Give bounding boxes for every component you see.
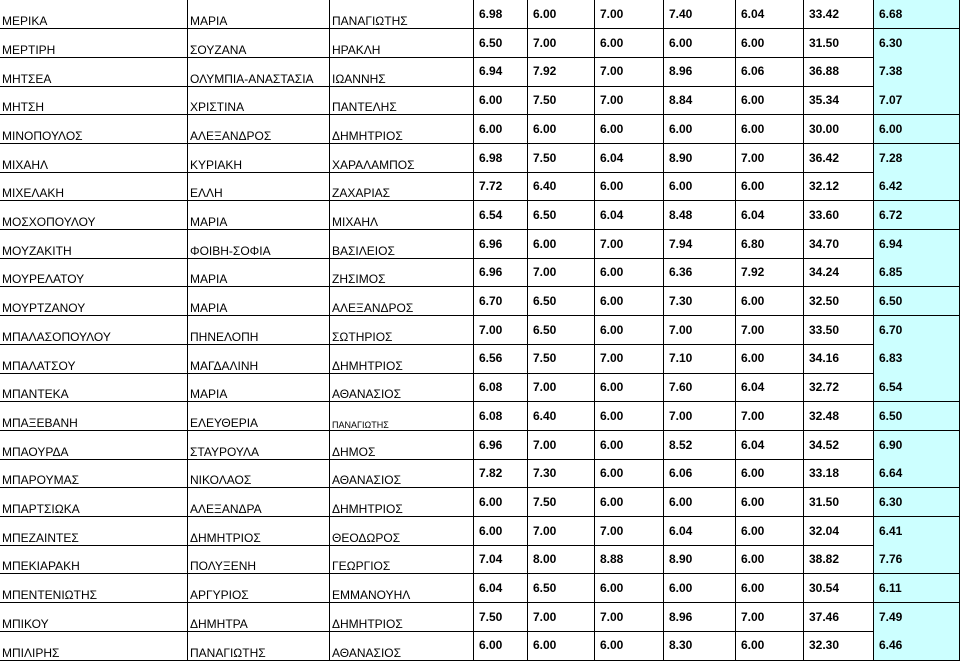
grade-3-cell: 7.00: [595, 603, 664, 632]
first-name-cell: ΠΗΝΕΛΟΠΗ: [188, 316, 330, 345]
grade-4-cell: 8.52: [664, 431, 736, 460]
grade-5-cell: 6.00: [736, 459, 804, 488]
first-name-cell: ΝΙΚΟΛΑΟΣ: [188, 459, 330, 488]
father-name-cell: ΔΗΜΗΤΡΙΟΣ: [330, 344, 474, 373]
first-name-cell: ΧΡΙΣΤΙΝΑ: [188, 86, 330, 115]
grade-5-cell: 7.92: [736, 258, 804, 287]
grade-2-cell: 7.50: [528, 144, 595, 173]
grade-4-cell: 6.00: [664, 115, 736, 144]
grade-4-cell: 7.40: [664, 0, 736, 29]
first-name-cell: ΦΟΙΒΗ-ΣΟΦΙΑ: [188, 230, 330, 259]
average-cell: 6.00: [874, 115, 960, 144]
grade-4-cell: 7.00: [664, 316, 736, 345]
father-name-cell: ΑΘΑΝΑΣΙΟΣ: [330, 459, 474, 488]
grade-3-cell: 6.00: [595, 373, 664, 402]
grade-1-cell: 6.70: [474, 287, 528, 316]
grade-1-cell: 6.08: [474, 373, 528, 402]
father-name-cell: ΑΘΑΝΑΣΙΟΣ: [330, 631, 474, 660]
grade-5-cell: 6.04: [736, 0, 804, 29]
surname-cell: ΜΠΙΚΟΥ: [0, 603, 188, 632]
grade-2-cell: 7.00: [528, 517, 595, 546]
grade-4-cell: 8.90: [664, 545, 736, 574]
grade-5-cell: 6.00: [736, 287, 804, 316]
father-name-cell: ΙΩΑΝΝΗΣ: [330, 57, 474, 86]
surname-cell: ΜΠΕΚΙΑΡΑΚΗ: [0, 545, 188, 574]
grade-1-cell: 7.00: [474, 316, 528, 345]
grade-4-cell: 7.10: [664, 344, 736, 373]
surname-cell: ΜΠΑΡΟΥΜΑΣ: [0, 459, 188, 488]
grade-5-cell: 6.00: [736, 488, 804, 517]
grade-3-cell: 6.00: [595, 574, 664, 603]
grade-2-cell: 7.00: [528, 431, 595, 460]
surname-cell: ΜΠΑΞΕΒΑΝΗ: [0, 402, 188, 431]
grade-1-cell: 6.00: [474, 86, 528, 115]
grade-4-cell: 8.96: [664, 603, 736, 632]
first-name-cell: ΔΗΜΗΤΡΙΟΣ: [188, 517, 330, 546]
father-name-cell: ΧΑΡΑΛΑΜΠΟΣ: [330, 144, 474, 173]
grade-3-cell: 7.00: [595, 0, 664, 29]
grade-2-cell: 6.40: [528, 402, 595, 431]
total-cell: 33.50: [804, 316, 874, 345]
first-name-cell: ΠΟΛΥΞΕΝΗ: [188, 545, 330, 574]
surname-cell: ΜΟΥΖΑΚΙΤΗ: [0, 230, 188, 259]
average-cell: 7.28: [874, 144, 960, 173]
grade-2-cell: 7.50: [528, 488, 595, 517]
average-cell: 6.42: [874, 172, 960, 201]
first-name-cell: ΑΡΓΥΡΙΟΣ: [188, 574, 330, 603]
surname-cell: ΜΕΡΙΚΑ: [0, 0, 188, 29]
surname-cell: ΜΠΑΛΑΤΣΟΥ: [0, 344, 188, 373]
total-cell: 38.82: [804, 545, 874, 574]
total-cell: 32.30: [804, 631, 874, 660]
grade-3-cell: 6.04: [595, 144, 664, 173]
grade-1-cell: 6.54: [474, 201, 528, 230]
first-name-cell: ΣΤΑΥΡΟΥΛΑ: [188, 431, 330, 460]
grade-2-cell: 6.40: [528, 172, 595, 201]
grade-2-cell: 7.00: [528, 603, 595, 632]
average-cell: 7.49: [874, 603, 960, 632]
total-cell: 33.42: [804, 0, 874, 29]
grade-2-cell: 7.00: [528, 29, 595, 58]
grade-3-cell: 7.00: [595, 230, 664, 259]
total-cell: 34.24: [804, 258, 874, 287]
grade-3-cell: 7.00: [595, 344, 664, 373]
average-cell: 6.50: [874, 287, 960, 316]
grade-3-cell: 6.00: [595, 172, 664, 201]
average-cell: 6.11: [874, 574, 960, 603]
total-cell: 30.54: [804, 574, 874, 603]
grade-3-cell: 6.00: [595, 402, 664, 431]
average-cell: 7.07: [874, 86, 960, 115]
total-cell: 32.12: [804, 172, 874, 201]
grade-1-cell: 6.00: [474, 115, 528, 144]
surname-cell: ΜΗΤΣΗ: [0, 86, 188, 115]
grade-1-cell: 6.00: [474, 488, 528, 517]
father-name-cell: ΖΗΣΙΜΟΣ: [330, 258, 474, 287]
grade-4-cell: 6.00: [664, 574, 736, 603]
grade-5-cell: 6.04: [736, 201, 804, 230]
grade-1-cell: 6.94: [474, 57, 528, 86]
grade-5-cell: 6.00: [736, 344, 804, 373]
surname-cell: ΜΟΥΡΤΖΑΝΟΥ: [0, 287, 188, 316]
average-cell: 7.76: [874, 545, 960, 574]
grade-3-cell: 6.00: [595, 29, 664, 58]
grade-1-cell: 6.56: [474, 344, 528, 373]
grade-5-cell: 7.00: [736, 402, 804, 431]
grade-1-cell: 7.50: [474, 603, 528, 632]
grade-3-cell: 8.88: [595, 545, 664, 574]
total-cell: 31.50: [804, 488, 874, 517]
first-name-cell: ΠΑΝΑΓΙΩΤΗΣ: [188, 631, 330, 660]
grade-5-cell: 6.00: [736, 631, 804, 660]
grade-1-cell: 7.82: [474, 459, 528, 488]
surname-cell: ΜΟΣΧΟΠΟΥΛΟΥ: [0, 201, 188, 230]
grade-2-cell: 6.00: [528, 631, 595, 660]
surname-cell: ΜΙΧΑΗΛ: [0, 144, 188, 173]
grade-3-cell: 7.00: [595, 57, 664, 86]
father-name-cell: ΔΗΜΗΤΡΙΟΣ: [330, 488, 474, 517]
grade-1-cell: 6.50: [474, 29, 528, 58]
grade-4-cell: 8.96: [664, 57, 736, 86]
grade-1-cell: 6.04: [474, 574, 528, 603]
average-cell: 6.41: [874, 517, 960, 546]
total-cell: 36.88: [804, 57, 874, 86]
surname-cell: ΜΠΕΖΑΙΝΤΕΣ: [0, 517, 188, 546]
grade-2-cell: 6.50: [528, 316, 595, 345]
grade-1-cell: 6.98: [474, 0, 528, 29]
grade-5-cell: 6.00: [736, 29, 804, 58]
average-cell: 6.64: [874, 459, 960, 488]
average-cell: 6.90: [874, 431, 960, 460]
grade-5-cell: 6.00: [736, 172, 804, 201]
grade-1-cell: 7.72: [474, 172, 528, 201]
grade-4-cell: 6.00: [664, 172, 736, 201]
average-cell: 6.85: [874, 258, 960, 287]
surname-cell: ΜΠΑΝΤΕΚΑ: [0, 373, 188, 402]
surname-cell: ΜΙΧΕΛΑΚΗ: [0, 172, 188, 201]
first-name-cell: ΑΛΕΞΑΝΔΡΟΣ: [188, 115, 330, 144]
first-name-cell: ΕΛΛΗ: [188, 172, 330, 201]
first-name-cell: ΕΛΕΥΘΕΡΙΑ: [188, 402, 330, 431]
grade-4-cell: 8.48: [664, 201, 736, 230]
grade-2-cell: 6.00: [528, 0, 595, 29]
grade-1-cell: 6.00: [474, 517, 528, 546]
grade-2-cell: 6.50: [528, 574, 595, 603]
grade-4-cell: 7.00: [664, 402, 736, 431]
grade-5-cell: 7.00: [736, 603, 804, 632]
grade-1-cell: 6.96: [474, 230, 528, 259]
grade-5-cell: 6.04: [736, 373, 804, 402]
father-name-cell: ΒΑΣΙΛΕΙΟΣ: [330, 230, 474, 259]
first-name-cell: ΜΑΡΙΑ: [188, 0, 330, 29]
grade-2-cell: 7.92: [528, 57, 595, 86]
father-name-cell: ΠΑΝΑΓΙΩΤΗΣ: [330, 0, 474, 29]
grade-2-cell: 6.00: [528, 115, 595, 144]
average-cell: 6.54: [874, 373, 960, 402]
total-cell: 31.50: [804, 29, 874, 58]
grade-4-cell: 6.06: [664, 459, 736, 488]
grade-5-cell: 6.00: [736, 115, 804, 144]
grade-5-cell: 6.06: [736, 57, 804, 86]
surname-cell: ΜΠΕΝΤΕΝΙΩΤΗΣ: [0, 574, 188, 603]
surname-cell: ΜΠΙΛΙΡΗΣ: [0, 631, 188, 660]
total-cell: 32.48: [804, 402, 874, 431]
grade-3-cell: 6.00: [595, 258, 664, 287]
grade-2-cell: 7.50: [528, 344, 595, 373]
average-cell: 7.38: [874, 57, 960, 86]
grade-5-cell: 6.00: [736, 545, 804, 574]
grade-1-cell: 6.96: [474, 258, 528, 287]
grade-2-cell: 6.50: [528, 201, 595, 230]
surname-cell: ΜΠΑΟΥΡΔΑ: [0, 431, 188, 460]
grade-2-cell: 7.50: [528, 86, 595, 115]
grade-1-cell: 6.96: [474, 431, 528, 460]
first-name-cell: ΜΑΡΙΑ: [188, 258, 330, 287]
total-cell: 37.46: [804, 603, 874, 632]
father-name-cell: ΗΡΑΚΛΗ: [330, 29, 474, 58]
average-cell: 6.83: [874, 344, 960, 373]
grade-4-cell: 6.04: [664, 517, 736, 546]
grade-3-cell: 7.00: [595, 517, 664, 546]
average-cell: 6.50: [874, 402, 960, 431]
average-cell: 6.94: [874, 230, 960, 259]
first-name-cell: ΜΑΡΙΑ: [188, 201, 330, 230]
average-cell: 6.68: [874, 0, 960, 29]
total-cell: 33.60: [804, 201, 874, 230]
father-name-cell: ΠΑΝΑΓΙΩΤΗΣ: [330, 402, 474, 431]
grade-4-cell: 7.30: [664, 287, 736, 316]
father-name-cell: ΕΜΜΑΝΟΥΗΛ: [330, 574, 474, 603]
average-cell: 6.30: [874, 488, 960, 517]
grade-2-cell: 7.00: [528, 258, 595, 287]
father-name-cell: ΔΗΜΟΣ: [330, 431, 474, 460]
average-cell: 6.70: [874, 316, 960, 345]
surname-cell: ΜΕΡΤΙΡΗ: [0, 29, 188, 58]
father-name-cell: ΣΩΤΗΡΙΟΣ: [330, 316, 474, 345]
first-name-cell: ΜΑΡΙΑ: [188, 287, 330, 316]
total-cell: 36.42: [804, 144, 874, 173]
grade-1-cell: 6.98: [474, 144, 528, 173]
grade-2-cell: 8.00: [528, 545, 595, 574]
total-cell: 30.00: [804, 115, 874, 144]
grade-5-cell: 6.00: [736, 517, 804, 546]
grade-2-cell: 6.50: [528, 287, 595, 316]
average-cell: 6.30: [874, 29, 960, 58]
first-name-cell: ΟΛΥΜΠΙΑ-ΑΝΑΣΤΑΣΙΑ: [188, 57, 330, 86]
surname-cell: ΜΙΝΟΠΟΥΛΟΣ: [0, 115, 188, 144]
total-cell: 35.34: [804, 86, 874, 115]
total-cell: 34.52: [804, 431, 874, 460]
grade-5-cell: 6.00: [736, 574, 804, 603]
grade-4-cell: 6.00: [664, 29, 736, 58]
grade-4-cell: 8.90: [664, 144, 736, 173]
surname-cell: ΜΟΥΡΕΛΑΤΟΥ: [0, 258, 188, 287]
grade-4-cell: 6.36: [664, 258, 736, 287]
grade-1-cell: 6.08: [474, 402, 528, 431]
surname-cell: ΜΠΑΡΤΣΙΩΚΑ: [0, 488, 188, 517]
grade-4-cell: 8.84: [664, 86, 736, 115]
grade-5-cell: 6.80: [736, 230, 804, 259]
total-cell: 34.70: [804, 230, 874, 259]
total-cell: 33.18: [804, 459, 874, 488]
father-name-cell: ΔΗΜΗΤΡΙΟΣ: [330, 603, 474, 632]
grade-5-cell: 6.00: [736, 86, 804, 115]
grade-3-cell: 6.00: [595, 431, 664, 460]
total-cell: 34.16: [804, 344, 874, 373]
grade-5-cell: 7.00: [736, 144, 804, 173]
total-cell: 32.50: [804, 287, 874, 316]
surname-cell: ΜΗΤΣΕΑ: [0, 57, 188, 86]
grade-3-cell: 6.00: [595, 287, 664, 316]
grade-4-cell: 8.30: [664, 631, 736, 660]
grade-5-cell: 7.00: [736, 316, 804, 345]
total-cell: 32.72: [804, 373, 874, 402]
father-name-cell: ΑΘΑΝΑΣΙΟΣ: [330, 373, 474, 402]
total-cell: 32.04: [804, 517, 874, 546]
father-name-cell: ΠΑΝΤΕΛΗΣ: [330, 86, 474, 115]
grade-3-cell: 6.00: [595, 631, 664, 660]
first-name-cell: ΚΥΡΙΑΚΗ: [188, 144, 330, 173]
grade-3-cell: 6.00: [595, 316, 664, 345]
first-name-cell: ΑΛΕΞΑΝΔΡΑ: [188, 488, 330, 517]
grade-3-cell: 6.00: [595, 488, 664, 517]
father-name-cell: ΓΕΩΡΓΙΟΣ: [330, 545, 474, 574]
first-name-cell: ΜΑΡΙΑ: [188, 373, 330, 402]
grade-3-cell: 6.00: [595, 115, 664, 144]
father-name-cell: ΑΛΕΞΑΝΔΡΟΣ: [330, 287, 474, 316]
grade-2-cell: 7.30: [528, 459, 595, 488]
grade-3-cell: 6.00: [595, 459, 664, 488]
grade-1-cell: 6.00: [474, 631, 528, 660]
grade-2-cell: 7.00: [528, 373, 595, 402]
first-name-cell: ΣΟΥΖΑΝΑ: [188, 29, 330, 58]
grade-3-cell: 6.04: [595, 201, 664, 230]
grade-5-cell: 6.04: [736, 431, 804, 460]
grade-2-cell: 6.00: [528, 230, 595, 259]
first-name-cell: ΔΗΜΗΤΡΑ: [188, 603, 330, 632]
grade-1-cell: 7.04: [474, 545, 528, 574]
grade-4-cell: 7.60: [664, 373, 736, 402]
father-name-cell: ΔΗΜΗΤΡΙΟΣ: [330, 115, 474, 144]
father-name-cell: ΜΙΧΑΗΛ: [330, 201, 474, 230]
father-name-cell: ΘΕΟΔΩΡΟΣ: [330, 517, 474, 546]
surname-cell: ΜΠΑΛΑΣΟΠΟΥΛΟΥ: [0, 316, 188, 345]
average-cell: 6.46: [874, 631, 960, 660]
grade-3-cell: 7.00: [595, 86, 664, 115]
grade-4-cell: 6.00: [664, 488, 736, 517]
grade-4-cell: 7.94: [664, 230, 736, 259]
average-cell: 6.72: [874, 201, 960, 230]
first-name-cell: ΜΑΓΔΑΛΙΝΗ: [188, 344, 330, 373]
father-name-cell: ΖΑΧΑΡΙΑΣ: [330, 172, 474, 201]
